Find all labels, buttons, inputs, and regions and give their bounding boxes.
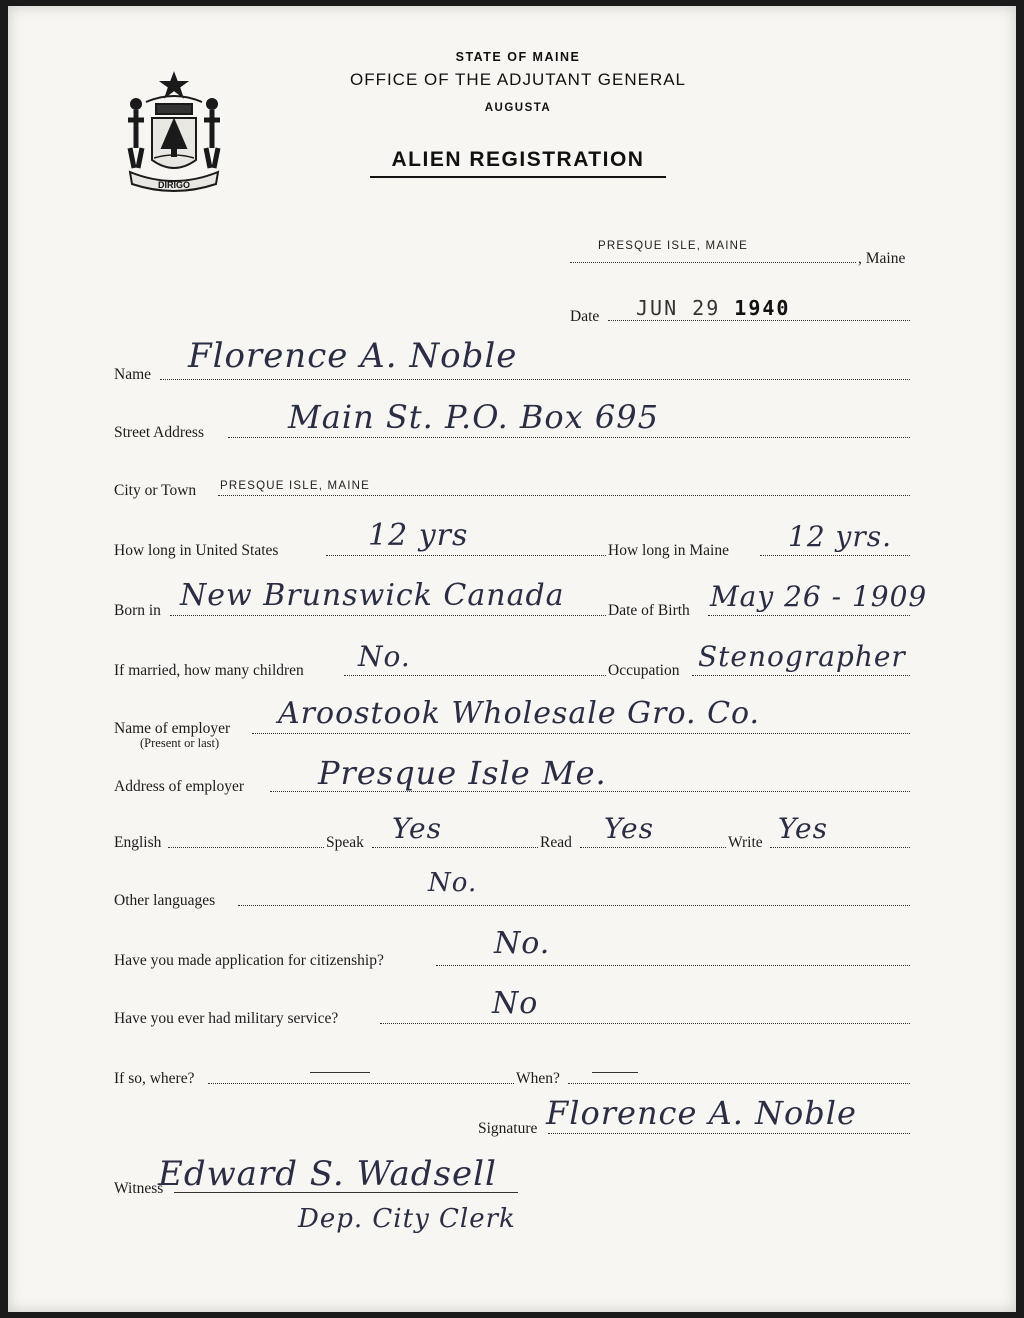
children-value: No.	[358, 640, 411, 673]
signature-value: Florence A. Noble	[546, 1094, 857, 1132]
born-in-value: New Brunswick Canada	[180, 578, 565, 613]
write-line	[770, 847, 910, 848]
children-line	[344, 675, 606, 676]
speak-label: Speak	[326, 834, 364, 851]
name-label: Name	[114, 366, 152, 383]
witness-signature: Edward S. Wadsell	[158, 1154, 497, 1194]
write-value: Yes	[778, 812, 828, 845]
date-of-birth-value: May 26 - 1909	[710, 580, 928, 613]
how-long-maine-line	[760, 555, 910, 556]
when-line	[568, 1083, 910, 1084]
born-in-label: Born in	[114, 602, 161, 619]
maine-state-seal-icon	[116, 68, 232, 198]
witness-title: Dep. City Clerk	[298, 1204, 516, 1234]
read-label: Read	[540, 834, 572, 851]
military-service-label: Have you ever had military service?	[114, 1010, 339, 1027]
header-office: OFFICE OF THE ADJUTANT GENERAL	[349, 70, 687, 89]
write-label: Write	[728, 834, 763, 851]
street-address-line	[228, 437, 910, 438]
speak-line	[372, 847, 538, 848]
city-line	[218, 495, 910, 496]
place-suffix: , Maine	[858, 250, 906, 267]
street-address-label: Street Address	[114, 424, 204, 441]
employer-name-label: Name of employer	[114, 720, 231, 737]
military-service-value: No	[492, 986, 539, 1021]
other-languages-line	[238, 905, 910, 906]
read-value: Yes	[604, 812, 654, 845]
when-label: When?	[516, 1070, 560, 1087]
occupation-line	[692, 675, 910, 676]
title-underline	[370, 176, 666, 178]
form-title: ALIEN REGISTRATION	[391, 148, 645, 171]
how-long-maine-value: 12 yrs.	[788, 520, 893, 553]
where-label: If so, where?	[114, 1070, 195, 1087]
city-label: City or Town	[114, 482, 197, 499]
date-stamp: JUN 29 1940	[636, 296, 791, 320]
employer-name-sublabel: (Present or last)	[140, 736, 220, 750]
citizenship-label: Have you made application for citizenship?	[114, 952, 384, 969]
when-dash	[592, 1072, 638, 1073]
other-languages-value: No.	[428, 868, 478, 898]
date-of-birth-label: Date of Birth	[608, 602, 690, 619]
born-in-line	[170, 615, 606, 616]
header-city: AUGUSTA	[484, 102, 552, 114]
employer-name-value: Aroostook Wholesale Gro. Co.	[278, 696, 761, 731]
signature-label: Signature	[478, 1120, 538, 1137]
employer-address-value: Presque Isle Me.	[318, 754, 607, 792]
speak-value: Yes	[392, 812, 442, 845]
city-stamp: PRESQUE ISLE, MAINE	[220, 480, 370, 492]
employer-address-label: Address of employer	[114, 778, 244, 795]
children-label: If married, how many children	[114, 662, 304, 679]
how-long-us-value: 12 yrs	[368, 518, 469, 553]
seal-motto: DIRIGO	[157, 180, 191, 190]
employer-name-line	[252, 733, 910, 734]
where-dash	[310, 1072, 370, 1073]
english-label: English	[114, 834, 162, 851]
date-of-birth-line	[708, 615, 910, 616]
occupation-label: Occupation	[608, 662, 680, 679]
english-line	[168, 847, 324, 848]
date-label: Date	[570, 308, 600, 325]
citizenship-value: No.	[494, 926, 551, 961]
where-line	[208, 1083, 514, 1084]
how-long-maine-label: How long in Maine	[608, 542, 729, 559]
registration-form	[8, 6, 1016, 1312]
how-long-us-line	[326, 555, 606, 556]
header-state: STATE OF MAINE	[455, 50, 581, 64]
place-stamp: PRESQUE ISLE, MAINE	[598, 240, 748, 252]
military-service-line	[380, 1023, 910, 1024]
name-value: Florence A. Noble	[188, 336, 518, 376]
signature-line	[548, 1133, 910, 1134]
place-line	[570, 262, 856, 263]
occupation-value: Stenographer	[698, 640, 906, 673]
citizenship-line	[436, 965, 910, 966]
other-languages-label: Other languages	[114, 892, 216, 909]
date-line	[608, 320, 910, 321]
street-address-value: Main St. P.O. Box 695	[288, 398, 659, 436]
name-line	[160, 379, 910, 380]
how-long-us-label: How long in United States	[114, 542, 279, 559]
witness-label: Witness	[114, 1180, 164, 1197]
read-line	[580, 847, 726, 848]
